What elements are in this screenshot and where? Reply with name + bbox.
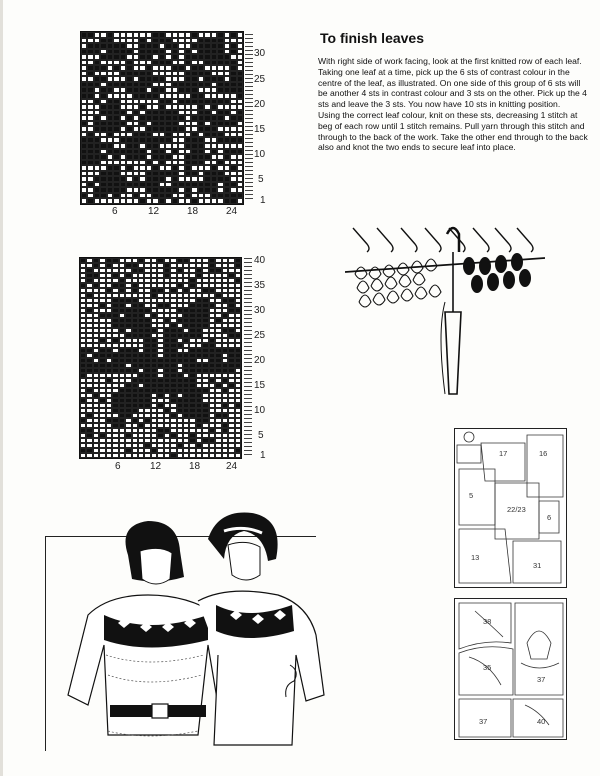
chart-cell xyxy=(235,453,241,458)
model-right xyxy=(198,513,324,745)
chart-2-stitch-label-18: 18 xyxy=(189,461,201,472)
chart-1-row-label-1: 1 xyxy=(260,195,266,206)
piece-label-17: 17 xyxy=(499,449,508,458)
piece-label-22-23: 22/23 xyxy=(507,505,526,514)
chart-2-stitch-label-24: 24 xyxy=(226,461,238,472)
piece-label-16: 16 xyxy=(539,449,548,458)
chart-1-row-label-15: 15 xyxy=(254,124,266,135)
chart-2-row-label-15: 15 xyxy=(254,380,266,391)
chart-2-row-label-40: 40 xyxy=(254,255,266,266)
chart-1-row-ruler xyxy=(245,34,253,202)
chart-cell xyxy=(237,198,243,204)
chart-2-stitch-label-12: 12 xyxy=(150,461,162,472)
piece-label-40: 40 xyxy=(537,717,546,726)
piece-label-13: 13 xyxy=(471,553,480,562)
chart-2-row-label-1: 1 xyxy=(260,450,266,461)
piece-label-31: 31 xyxy=(533,561,542,570)
chart-2-row-label-10: 10 xyxy=(254,405,266,416)
needle-handle xyxy=(445,252,461,394)
chart-1-row-label-5: 5 xyxy=(258,174,264,185)
chart-2-row-ruler xyxy=(244,258,252,458)
chart-2-row-label-25: 25 xyxy=(254,330,266,341)
knitting-chart-2 xyxy=(79,257,242,459)
chart-1-row-label-25: 25 xyxy=(254,74,266,85)
chart-1-row-label-30: 30 xyxy=(254,48,266,59)
chart-2-stitch-label-6: 6 xyxy=(115,461,121,472)
chart-2-row-label-30: 30 xyxy=(254,305,266,316)
knitting-chart-1 xyxy=(80,31,244,205)
pattern-layout-2-outlines xyxy=(455,599,566,739)
pattern-layout-1 xyxy=(454,428,567,588)
chart-1-stitch-label-18: 18 xyxy=(187,206,199,217)
chart-2-row-label-20: 20 xyxy=(254,355,266,366)
leaf-pickup-illustration xyxy=(345,222,545,402)
page-spine-shadow xyxy=(0,0,3,776)
dark-contrast-stitches xyxy=(463,253,531,293)
chart-1-row-label-10: 10 xyxy=(254,149,266,160)
pattern-layout-2 xyxy=(454,598,567,740)
chart-1-stitch-label-6: 6 xyxy=(112,206,118,217)
section-title: To finish leaves xyxy=(320,30,424,46)
chart-2-stitch-labels xyxy=(79,461,249,475)
instructions-text xyxy=(318,56,590,153)
instructions-paragraph-2: Using the correct leaf colour, knit on these sts, decreasing 1 stitch at beg of each row until 1 stitch remains. Pull yarn through this stitch and through to the back of the work. Take the other end through to the back also and knot the two ends to secure leaf into place. xyxy=(318,109,588,153)
chart-1-row-label-20: 20 xyxy=(254,99,266,110)
chart-1-stitch-label-12: 12 xyxy=(148,206,160,217)
piece-label-37-right: 37 xyxy=(537,675,546,684)
piece-label-35: 35 xyxy=(483,663,492,672)
instructions-paragraph-1: With right side of work facing, look at the first knitted row of each leaf. Taking one leaf at a time, pick up the 6 sts of contrast colour in the centre of the leaf, as illustrated. On one side of this group of 6 sts will be another 4 sts in contrast colour and 3 sts on the other. Pick up the 4 sts and leave the 3 sts. You now have 10 sts in knitting position. xyxy=(318,56,587,110)
chart-1-stitch-labels xyxy=(80,206,250,220)
fashion-illustration xyxy=(48,505,348,776)
chart-2-row-label-35: 35 xyxy=(254,280,266,291)
piece-label-5: 5 xyxy=(469,491,474,500)
needle-hooks xyxy=(353,228,533,252)
piece-label-38: 38 xyxy=(483,617,492,626)
piece-label-37-bottom: 37 xyxy=(479,717,488,726)
chart-1-stitch-label-24: 24 xyxy=(226,206,238,217)
piece-label-6: 6 xyxy=(547,513,552,522)
chart-2-row-label-5: 5 xyxy=(258,430,264,441)
